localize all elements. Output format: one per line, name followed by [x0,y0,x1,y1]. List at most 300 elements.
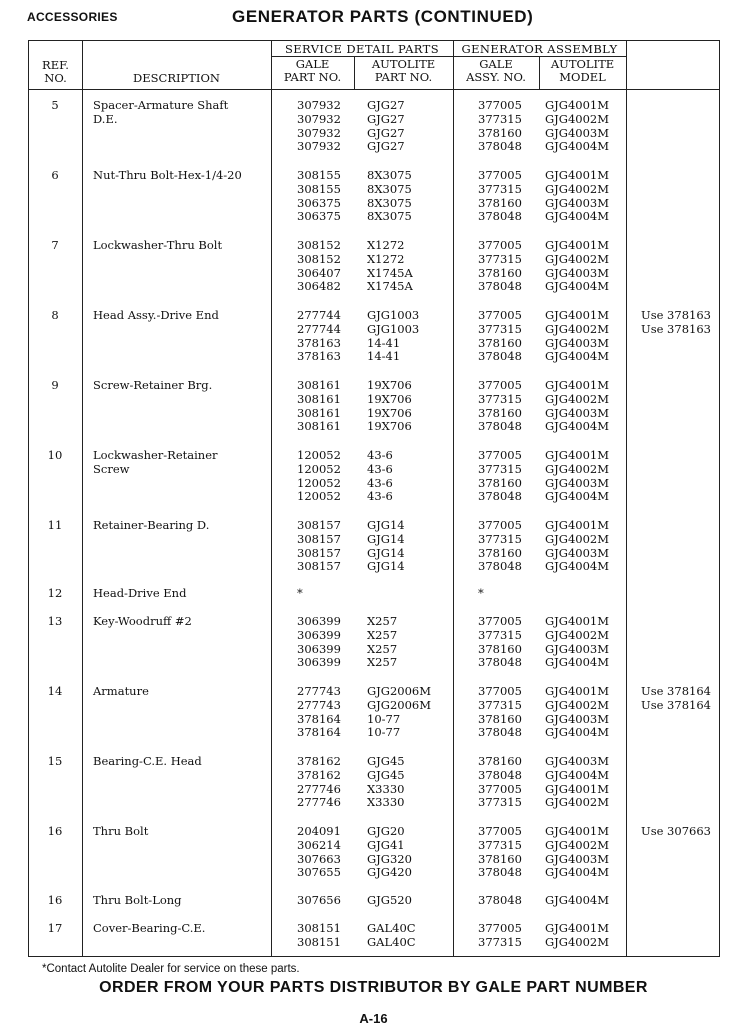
autolite-part-number: 43-6 [367,461,393,476]
gale-part-number: 306399 [297,614,341,628]
part-description: Head Assy.-Drive End [93,308,219,322]
remark: Use 307663 [641,824,711,838]
autolite-part-number: GJG14 [367,559,405,574]
remark [641,587,645,601]
autolite-model: GJG4004M [545,209,610,224]
gale-assembly-number: 377005 [478,168,522,182]
autolite-part-number: 14-41 [367,335,401,350]
gale-assembly-number: 377005 [478,518,522,532]
autolite-part-number: X1272 [367,251,405,266]
part-description: Thru Bolt [93,824,149,838]
gale-assembly-number-cell [478,587,484,601]
autolite-model-cell [545,99,609,154]
header-gale-part: GALE PART NO. [283,57,342,84]
gale-assembly-number: 377315 [478,697,522,712]
remark [641,350,711,364]
autolite-model: GJG4004M [545,767,610,782]
gale-part-number-cell [297,615,341,670]
gale-part-number: 308161 [297,405,341,420]
gale-part-number: 307932 [297,125,341,140]
col-divider [82,41,83,956]
gale-part-number: 306399 [297,627,341,642]
gale-part-number: 308161 [297,378,341,392]
gale-part-number: 308151 [297,921,341,935]
gale-part-number: 308157 [297,559,341,574]
gale-assembly-number: 377315 [478,934,522,949]
gale-assembly-number: 377005 [478,308,522,322]
section-label: ACCESSORIES [27,10,118,24]
gale-part-number: 120052 [297,461,341,476]
autolite-part-number: GJG520 [367,893,412,907]
remark-cell [641,587,645,601]
autolite-model: GJG4002M [545,461,610,476]
autolite-model: GJG4002M [545,531,610,546]
autolite-model: GJG4002M [545,251,610,266]
gale-assembly-number: 377315 [478,795,522,810]
header-autolite-model: AUTOLITE MODEL [550,57,615,84]
gale-part-number: 308155 [297,168,341,182]
gale-assembly-number: * [478,586,484,600]
autolite-model: GJG4004M [545,559,610,574]
gale-assembly-number: 378160 [478,335,522,350]
gale-part-number: 120052 [297,489,341,504]
gale-assembly-number: 377005 [478,921,522,935]
gale-assembly-number: 378048 [478,865,522,880]
remark-cell [641,99,645,154]
gale-assembly-number: 377315 [478,627,522,642]
gale-assembly-number: 377005 [478,824,522,838]
gale-assembly-number: 378048 [478,209,522,224]
ref-number: 15 [47,754,63,768]
gale-assembly-number-cell [478,379,522,434]
autolite-model: GJG4004M [545,893,610,907]
gale-assembly-number: 378160 [478,545,522,560]
gale-part-number-cell [297,685,341,740]
gale-assembly-number: 378048 [478,767,522,782]
gale-assembly-number: 378048 [478,893,522,907]
autolite-model: GJG4001M [545,614,610,628]
remark [641,839,711,853]
autolite-part-number-cell [367,519,405,574]
gale-assembly-number-cell [478,449,522,504]
autolite-part-number-cell [367,99,405,154]
gale-assembly-number-cell [478,99,522,154]
autolite-part-number: GJG41 [367,837,405,852]
remark [641,726,711,740]
autolite-part-number: 19X706 [367,405,412,420]
ref-number: 5 [51,98,59,112]
ref-number: 11 [47,518,63,532]
autolite-part-number: GJG45 [367,754,405,768]
ref-number: 14 [47,684,63,698]
gale-assembly-number: 378160 [478,405,522,420]
remark: Use 378164 [641,697,711,712]
remark [641,140,645,154]
gale-part-number: 308157 [297,545,341,560]
autolite-model: GJG4001M [545,448,610,462]
gale-part-number: 277743 [297,684,341,698]
autolite-part-number: GJG420 [367,865,412,880]
gale-assembly-number: 378048 [478,725,522,740]
remark [641,796,645,810]
autolite-model: GJG4003M [545,125,610,140]
autolite-model: GJG4003M [545,335,610,350]
gale-part-number: 307663 [297,851,341,866]
autolite-model-cell [545,169,609,224]
remark-cell [641,519,645,574]
autolite-model: GJG4001M [545,308,610,322]
autolite-part-number: X1745A [367,279,413,294]
autolite-model: GJG4004M [545,349,610,364]
remark [641,407,645,421]
gale-assembly-number: 377315 [478,461,522,476]
autolite-model-cell [545,309,609,364]
gale-part-number: 308161 [297,391,341,406]
autolite-model: GJG4002M [545,837,610,852]
part-description: Retainer-Bearing D. [93,518,210,532]
remark [641,629,645,643]
autolite-part-number-cell [367,379,412,434]
autolite-part-number: X3330 [367,781,405,796]
remark [641,533,645,547]
autolite-model: GJG4002M [545,111,610,126]
gale-assembly-number-cell [478,309,522,364]
remark [641,769,645,783]
gale-assembly-number: 378160 [478,711,522,726]
gale-assembly-number: 377315 [478,321,522,336]
part-description: Lockwasher-Thru Bolt [93,238,223,252]
autolite-model: GJG4004M [545,725,610,740]
autolite-part-number: 43-6 [367,489,393,504]
gale-assembly-number-cell [478,825,522,880]
remark-cell [641,169,645,224]
gale-part-number: 308152 [297,251,341,266]
autolite-model [545,587,549,601]
autolite-model: GJG4002M [545,934,610,949]
autolite-part-number: 10-77 [367,711,401,726]
autolite-part-number: 43-6 [367,448,393,462]
gale-part-number: 120052 [297,475,341,490]
autolite-part-number: 8X3075 [367,181,412,196]
gale-part-number: 307655 [297,865,341,880]
remark [641,643,645,657]
gale-part-number: 378162 [297,754,341,768]
autolite-model: GJG4004M [545,279,610,294]
gale-assembly-number: 378160 [478,754,522,768]
gale-assembly-number: 378048 [478,419,522,434]
ref-number: 9 [51,378,59,392]
gale-assembly-number-cell [478,922,522,950]
part-description: Bearing-C.E. Head [93,754,202,768]
remark [641,615,645,629]
autolite-part-number: GJG14 [367,518,405,532]
ref-number: 12 [47,586,63,600]
col-divider [626,41,627,956]
autolite-part-number: X257 [367,614,398,628]
remark [641,477,645,491]
gale-part-number-cell [297,449,341,504]
gale-part-number-cell [297,169,341,224]
remark [641,866,711,880]
remark [641,280,645,294]
gale-assembly-number-cell [478,755,522,810]
remark [641,183,645,197]
autolite-model-cell [545,239,609,294]
remark-cell [641,894,645,908]
gale-part-number: 306399 [297,655,341,670]
autolite-part-number: 19X706 [367,378,412,392]
ref-number: 10 [47,448,63,462]
gale-assembly-number: 377005 [478,781,522,796]
autolite-part-number: 8X3075 [367,195,412,210]
page-title: GENERATOR PARTS (CONTINUED) [232,7,534,26]
gale-part-number-cell [297,99,341,154]
remark [641,519,645,533]
ref-number: 7 [51,238,59,252]
gale-assembly-number: 378048 [478,655,522,670]
gale-assembly-number: 377005 [478,684,522,698]
part-description: Screw-Retainer Brg. [93,378,213,392]
part-description: Thru Bolt-Long [93,893,182,907]
header-rule [29,89,719,90]
parts-table [28,40,720,957]
autolite-model: GJG4003M [545,711,610,726]
gale-part-number: * [297,586,303,600]
autolite-model: GJG4004M [545,655,610,670]
autolite-part-number: GJG14 [367,531,405,546]
remark [641,239,645,253]
gale-assembly-number-cell [478,685,522,740]
autolite-model: GJG4001M [545,824,610,838]
gale-assembly-number: 378048 [478,349,522,364]
autolite-model: GJG4001M [545,238,610,252]
autolite-part-number-cell [367,922,416,950]
autolite-part-number-cell [367,309,419,364]
gale-part-number: 306482 [297,279,341,294]
ref-number: 8 [51,308,59,322]
autolite-part-number: GJG14 [367,545,405,560]
gale-assembly-number-cell [478,239,522,294]
gale-assembly-number: 377315 [478,837,522,852]
gale-assembly-number: 377315 [478,531,522,546]
header-autolite-part: AUTOLITE PART NO. [371,57,436,84]
gale-part-number-cell [297,825,341,880]
remark: Use 378163 [641,308,711,322]
autolite-part-number: X1272 [367,238,405,252]
remark [641,560,645,574]
gale-assembly-number: 377315 [478,251,522,266]
gale-part-number: 306214 [297,837,341,852]
part-description: Key-Woodruff #2 [93,614,192,628]
gale-assembly-number: 378048 [478,559,522,574]
remark: Use 378164 [641,684,711,698]
autolite-part-number [367,587,371,601]
autolite-part-number-cell [367,825,412,880]
remark [641,894,645,908]
col-divider [453,41,454,956]
autolite-model-cell [545,755,609,810]
gale-assembly-number: 377005 [478,98,522,112]
autolite-model-cell [545,379,609,434]
remark [641,379,645,393]
gale-part-number-cell [297,587,303,601]
gale-assembly-number: 377005 [478,238,522,252]
autolite-part-number-cell [367,587,371,601]
remark [641,197,645,211]
part-description: Cover-Bearing-C.E. [93,921,206,935]
gale-part-number: 204091 [297,824,341,838]
autolite-model: GJG4002M [545,697,610,712]
autolite-part-number: GJG2006M [367,697,432,712]
autolite-part-number: GJG20 [367,824,405,838]
remark-cell [641,615,645,670]
gale-part-number: 277746 [297,781,341,796]
autolite-model-cell [545,449,609,504]
ref-number: 16 [47,824,63,838]
ref-number: 13 [47,614,63,628]
gale-part-number: 308157 [297,531,341,546]
remark-cell [641,755,645,810]
gale-part-number-cell [297,239,341,294]
autolite-model-cell [545,685,609,740]
remark [641,853,711,867]
autolite-part-number-cell [367,615,397,670]
remark [641,99,645,113]
autolite-part-number-cell [367,239,413,294]
gale-part-number: 307932 [297,139,341,154]
gale-assembly-number: 377315 [478,181,522,196]
gale-part-number-cell [297,309,341,364]
autolite-model: GJG4002M [545,181,610,196]
autolite-part-number: 14-41 [367,349,401,364]
autolite-part-number-cell [367,169,412,224]
gale-assembly-number: 378160 [478,641,522,656]
gale-assembly-number: 377315 [478,111,522,126]
ref-number: 17 [47,921,63,935]
gale-part-number: 307656 [297,893,341,907]
autolite-part-number: X257 [367,655,398,670]
order-note: ORDER FROM YOUR PARTS DISTRIBUTOR BY GALE PART NUMBER [99,979,648,996]
gale-part-number: 308161 [297,419,341,434]
autolite-part-number: GJG27 [367,98,405,112]
autolite-model: GJG4003M [545,545,610,560]
autolite-part-number-cell [367,894,412,908]
autolite-part-number: GJG2006M [367,684,432,698]
remark [641,656,645,670]
gale-part-number: 306407 [297,265,341,280]
remark-cell [641,449,645,504]
autolite-model: GJG4001M [545,98,610,112]
gale-assembly-number: 378160 [478,265,522,280]
autolite-part-number: 19X706 [367,419,412,434]
gale-part-number: 378164 [297,725,341,740]
autolite-part-number: 8X3075 [367,209,412,224]
remark [641,127,645,141]
remark [641,449,645,463]
gale-part-number: 307932 [297,98,341,112]
autolite-model: GJG4004M [545,865,610,880]
autolite-model: GJG4004M [545,489,610,504]
page-number: A-16 [359,1011,388,1026]
part-description: Head-Drive End [93,586,187,600]
gale-part-number: 378163 [297,335,341,350]
footnote: *Contact Autolite Dealer for service on these parts. [42,963,300,975]
remark [641,547,645,561]
gale-part-number-cell [297,519,341,574]
gale-assembly-number: 378048 [478,279,522,294]
gale-part-number: 277744 [297,321,341,336]
remark-cell [641,922,645,950]
gale-part-number: 378164 [297,711,341,726]
gale-part-number: 378163 [297,349,341,364]
gale-assembly-number: 378160 [478,195,522,210]
gale-part-number: 306399 [297,641,341,656]
autolite-part-number-cell [367,449,393,504]
remark [641,490,645,504]
autolite-part-number: 19X706 [367,391,412,406]
autolite-model-cell [545,894,609,908]
remark [641,922,645,936]
gale-part-number: 120052 [297,448,341,462]
header-description: DESCRIPTION [133,71,220,85]
gale-part-number: 277743 [297,697,341,712]
autolite-model: GJG4003M [545,641,610,656]
autolite-model: GJG4002M [545,321,610,336]
autolite-part-number: 10-77 [367,725,401,740]
autolite-model: GJG4003M [545,754,610,768]
autolite-part-number: GJG27 [367,125,405,140]
remark [641,936,645,950]
gale-part-number-cell [297,379,341,434]
remark [641,337,711,351]
gale-assembly-number: 378048 [478,139,522,154]
autolite-part-number: X257 [367,627,398,642]
gale-part-number-cell [297,922,341,950]
header-service-detail: SERVICE DETAIL PARTS [284,42,439,56]
remark [641,393,645,407]
gale-part-number: 308151 [297,934,341,949]
gale-part-number: 308155 [297,181,341,196]
gale-assembly-number: 377005 [478,614,522,628]
remark [641,420,645,434]
gale-part-number: 307932 [297,111,341,126]
autolite-part-number: GJG27 [367,139,405,154]
autolite-model: GJG4001M [545,921,610,935]
autolite-model: GJG4001M [545,781,610,796]
part-description: Spacer-Armature Shaft D.E. [93,98,229,126]
autolite-part-number: GJG1003 [367,308,420,322]
autolite-part-number-cell [367,755,405,810]
autolite-model-cell [545,922,609,950]
gale-assembly-number: 378160 [478,475,522,490]
autolite-model: GJG4003M [545,405,610,420]
autolite-model-cell [545,587,549,601]
remark [641,267,645,281]
gale-assembly-number-cell [478,894,522,908]
autolite-part-number: 8X3075 [367,168,412,182]
gale-assembly-number: 377315 [478,391,522,406]
autolite-model: GJG4002M [545,391,610,406]
remark [641,253,645,267]
gale-part-number: 277746 [297,795,341,810]
autolite-model: GJG4003M [545,265,610,280]
remark-cell [641,239,645,294]
remark [641,169,645,183]
ref-number: 16 [47,893,63,907]
autolite-model: GJG4003M [545,475,610,490]
remark-cell [641,379,645,434]
autolite-part-number: GJG27 [367,111,405,126]
